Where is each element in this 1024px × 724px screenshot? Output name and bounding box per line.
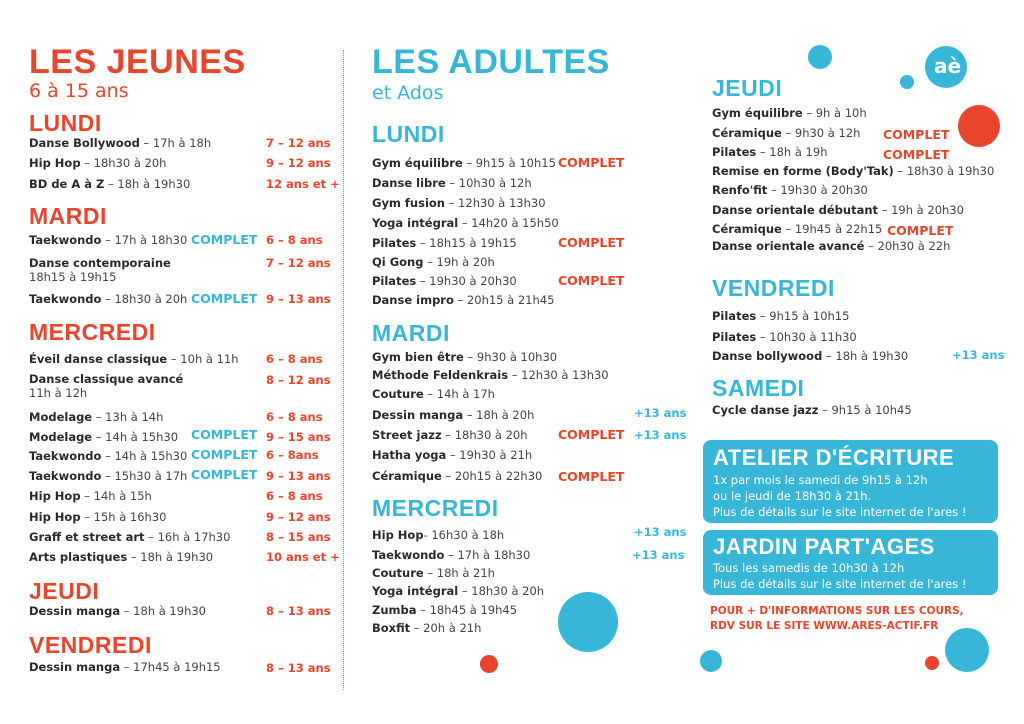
list-item: Couture – 18h à 21h <box>372 566 495 580</box>
list-item: Qi Gong – 19h à 20h <box>372 255 495 269</box>
jeunes-subtitle: 6 à 15 ans <box>29 80 129 102</box>
list-item: Boxfit – 20h à 21h <box>372 621 482 635</box>
jardin-line: Plus de détails sur le site internet de l'ares ! <box>713 577 967 591</box>
age-badge: 8 – 12 ans <box>266 373 331 387</box>
list-item: Renfo'fit – 19h30 à 20h30 <box>712 183 868 197</box>
list-item: Taekwondo – 15h30 à 17h <box>29 469 188 483</box>
list-item: Hip Hop – 15h à 16h30 <box>29 510 167 524</box>
list-item: Taekwondo – 18h30 à 20h <box>29 292 188 306</box>
list-item: Arts plastiques – 18h à 19h30 <box>29 550 214 564</box>
complet-badge: COMPLET <box>558 155 625 170</box>
list-item: Danse impro – 20h15 à 21h45 <box>372 293 555 307</box>
list-item: Dessin manga – 17h45 à 19h15 <box>29 660 221 674</box>
jeunes-mardi-heading: MARDI <box>29 203 107 229</box>
age-badge: 9 – 12 ans <box>266 156 331 170</box>
age-badge: +13 ans <box>632 548 685 562</box>
complet-badge: COMPLET <box>191 291 258 306</box>
list-item: Pilates – 9h15 à 10h15 <box>712 309 850 323</box>
age-badge: 6 – 8 ans <box>266 233 323 247</box>
jardin-partages-box <box>703 530 998 595</box>
list-item: Danse libre – 10h30 à 12h <box>372 176 532 190</box>
list-item: Zumba – 18h45 à 19h45 <box>372 603 518 617</box>
jeunes-title: LES JEUNES <box>29 43 246 81</box>
adultes-lundi-heading: LUNDI <box>372 121 445 147</box>
list-item: Gym équilibre – 9h à 10h <box>712 106 867 120</box>
list-item: Dessin manga – 18h à 19h30 <box>29 604 206 618</box>
age-badge: 6 – 8 ans <box>266 489 323 503</box>
jeunes-mercredi-heading: MERCREDI <box>29 319 156 345</box>
list-item: Yoga intégral – 18h30 à 20h <box>372 584 545 598</box>
adultes-samedi-heading: SAMEDI <box>712 375 805 401</box>
decorative-dot <box>958 105 1000 147</box>
list-item: Dessin manga – 18h à 20h <box>372 408 535 422</box>
complet-badge: COMPLET <box>887 223 954 238</box>
age-badge: 9 – 13 ans <box>266 292 331 306</box>
list-item: Gym bien être – 9h30 à 10h30 <box>372 350 558 364</box>
age-badge: 9 – 15 ans <box>266 430 331 444</box>
age-badge: 6 – 8 ans <box>266 352 323 366</box>
age-badge: 8 – 15 ans <box>266 530 331 544</box>
list-item: Pilates – 18h à 19h <box>712 145 828 159</box>
list-item: BD de A à Z – 18h à 19h30 <box>29 177 191 191</box>
atelier-ecriture-title: ATELIER D'ÉCRITURE <box>713 445 955 470</box>
list-item: Danse Bollywood – 17h à 18h <box>29 136 212 150</box>
age-badge: 7 – 12 ans <box>266 136 331 150</box>
age-badge: 8 – 13 ans <box>266 604 331 618</box>
adultes-subtitle: et Ados <box>372 82 444 104</box>
list-item: Danse orientale avancé – 20h30 à 22h <box>712 239 951 253</box>
list-item: Hip Hop – 14h à 15h <box>29 489 152 503</box>
atelier-ecriture-box <box>703 440 998 523</box>
complet-badge: COMPLET <box>558 469 625 484</box>
decorative-dot <box>480 655 498 673</box>
jeunes-lundi-heading: LUNDI <box>29 110 102 136</box>
decorative-dot <box>808 45 832 69</box>
adultes-jeudi-heading: JEUDI <box>712 75 783 101</box>
age-badge: +13 ans <box>634 428 687 442</box>
list-item: Couture – 14h à 17h <box>372 387 495 401</box>
age-badge: +13 ans <box>634 406 687 420</box>
complet-badge: COMPLET <box>558 427 625 442</box>
list-item: Hip Hop – 18h30 à 20h <box>29 156 167 170</box>
jeunes-jeudi-heading: JEUDI <box>29 578 100 604</box>
list-item: Remise en forme (Body'Tak) – 18h30 à 19h30 <box>712 164 995 178</box>
list-item: Danse orientale débutant – 19h à 20h30 <box>712 203 964 217</box>
decorative-dot <box>925 656 939 670</box>
list-item: Danse contemporaine 18h15 à 19h15 <box>29 256 171 284</box>
list-item: Taekwondo – 17h à 18h30 <box>372 548 531 562</box>
list-item: Pilates – 18h15 à 19h15 <box>372 236 517 250</box>
decorative-dot <box>558 592 618 652</box>
complet-badge: COMPLET <box>191 232 258 247</box>
info-website-line: RDV SUR LE SITE WWW.ARES-ACTIF.FR <box>710 620 939 632</box>
complet-badge: COMPLET <box>883 147 950 162</box>
info-line: POUR + D'INFORMATIONS SUR LES COURS, <box>710 605 964 617</box>
ares-logo-icon <box>925 46 967 88</box>
list-item: Céramique – 20h15 à 22h30 <box>372 469 543 483</box>
logo-text: aè <box>934 54 962 78</box>
list-item: Cycle danse jazz – 9h15 à 10h45 <box>712 403 912 417</box>
atelier-line: 1x par mois le samedi de 9h15 à 12h <box>713 473 928 487</box>
age-badge: +13 ans <box>634 525 687 539</box>
list-item: Graff et street art – 16h à 17h30 <box>29 530 231 544</box>
complet-badge: COMPLET <box>558 235 625 250</box>
age-badge: 6 – 8ans <box>266 448 319 462</box>
list-item: Danse bollywood – 18h à 19h30 <box>712 349 909 363</box>
jeunes-vendredi-heading: VENDREDI <box>29 632 152 658</box>
jardin-partages-title: JARDIN PART'AGES <box>713 534 935 559</box>
list-item: Yoga intégral – 14h20 à 15h50 <box>372 216 559 230</box>
age-badge: 8 – 13 ans <box>266 661 331 675</box>
list-item: Éveil danse classique – 10h à 11h <box>29 352 239 366</box>
list-item: Céramique – 19h45 à 22h15 <box>712 222 883 236</box>
column-divider <box>343 50 344 690</box>
list-item: Gym équilibre – 9h15 à 10h15 <box>372 156 556 170</box>
list-item: Gym fusion – 12h30 à 13h30 <box>372 196 546 210</box>
adultes-title: LES ADULTES <box>372 43 610 81</box>
list-item: Danse classique avancé 11h à 12h <box>29 372 184 400</box>
list-item: Taekwondo – 14h à 15h30 <box>29 449 188 463</box>
complet-badge: COMPLET <box>883 127 950 142</box>
age-badge: 9 – 13 ans <box>266 469 331 483</box>
list-item: Hip Hop- 16h30 à 18h <box>372 528 505 542</box>
list-item: Street jazz – 18h30 à 20h <box>372 428 528 442</box>
list-item: Pilates – 19h30 à 20h30 <box>372 274 517 288</box>
atelier-line: ou le jeudi de 18h30 à 21h. <box>713 489 872 503</box>
age-badge: 9 – 12 ans <box>266 510 331 524</box>
list-item: Modelage – 14h à 15h30 <box>29 430 179 444</box>
complet-badge: COMPLET <box>191 447 258 462</box>
decorative-dot <box>900 75 914 89</box>
list-item: Modelage – 13h à 14h <box>29 410 164 424</box>
age-badge: +13 ans <box>952 348 1005 362</box>
list-item: Taekwondo – 17h à 18h30 <box>29 233 188 247</box>
complet-badge: COMPLET <box>191 467 258 482</box>
jardin-line: Tous les samedis de 10h30 à 12h <box>713 561 905 575</box>
atelier-line: Plus de détails sur le site internet de l'ares ! <box>713 505 967 519</box>
list-item: Pilates – 10h30 à 11h30 <box>712 330 857 344</box>
decorative-dot <box>945 628 989 672</box>
adultes-mardi-heading: MARDI <box>372 320 450 346</box>
complet-badge: COMPLET <box>558 273 625 288</box>
list-item: Céramique – 9h30 à 12h <box>712 126 861 140</box>
age-badge: 12 ans et + <box>266 177 340 191</box>
complet-badge: COMPLET <box>191 427 258 442</box>
list-item: Méthode Feldenkrais – 12h30 à 13h30 <box>372 368 609 382</box>
decorative-dot <box>700 650 722 672</box>
list-item: Hatha yoga – 19h30 à 21h <box>372 448 533 462</box>
adultes-vendredi-heading: VENDREDI <box>712 275 835 301</box>
age-badge: 10 ans et + <box>266 550 340 564</box>
age-badge: 6 – 8 ans <box>266 410 323 424</box>
adultes-mercredi-heading: MERCREDI <box>372 495 499 521</box>
age-badge: 7 – 12 ans <box>266 256 331 270</box>
